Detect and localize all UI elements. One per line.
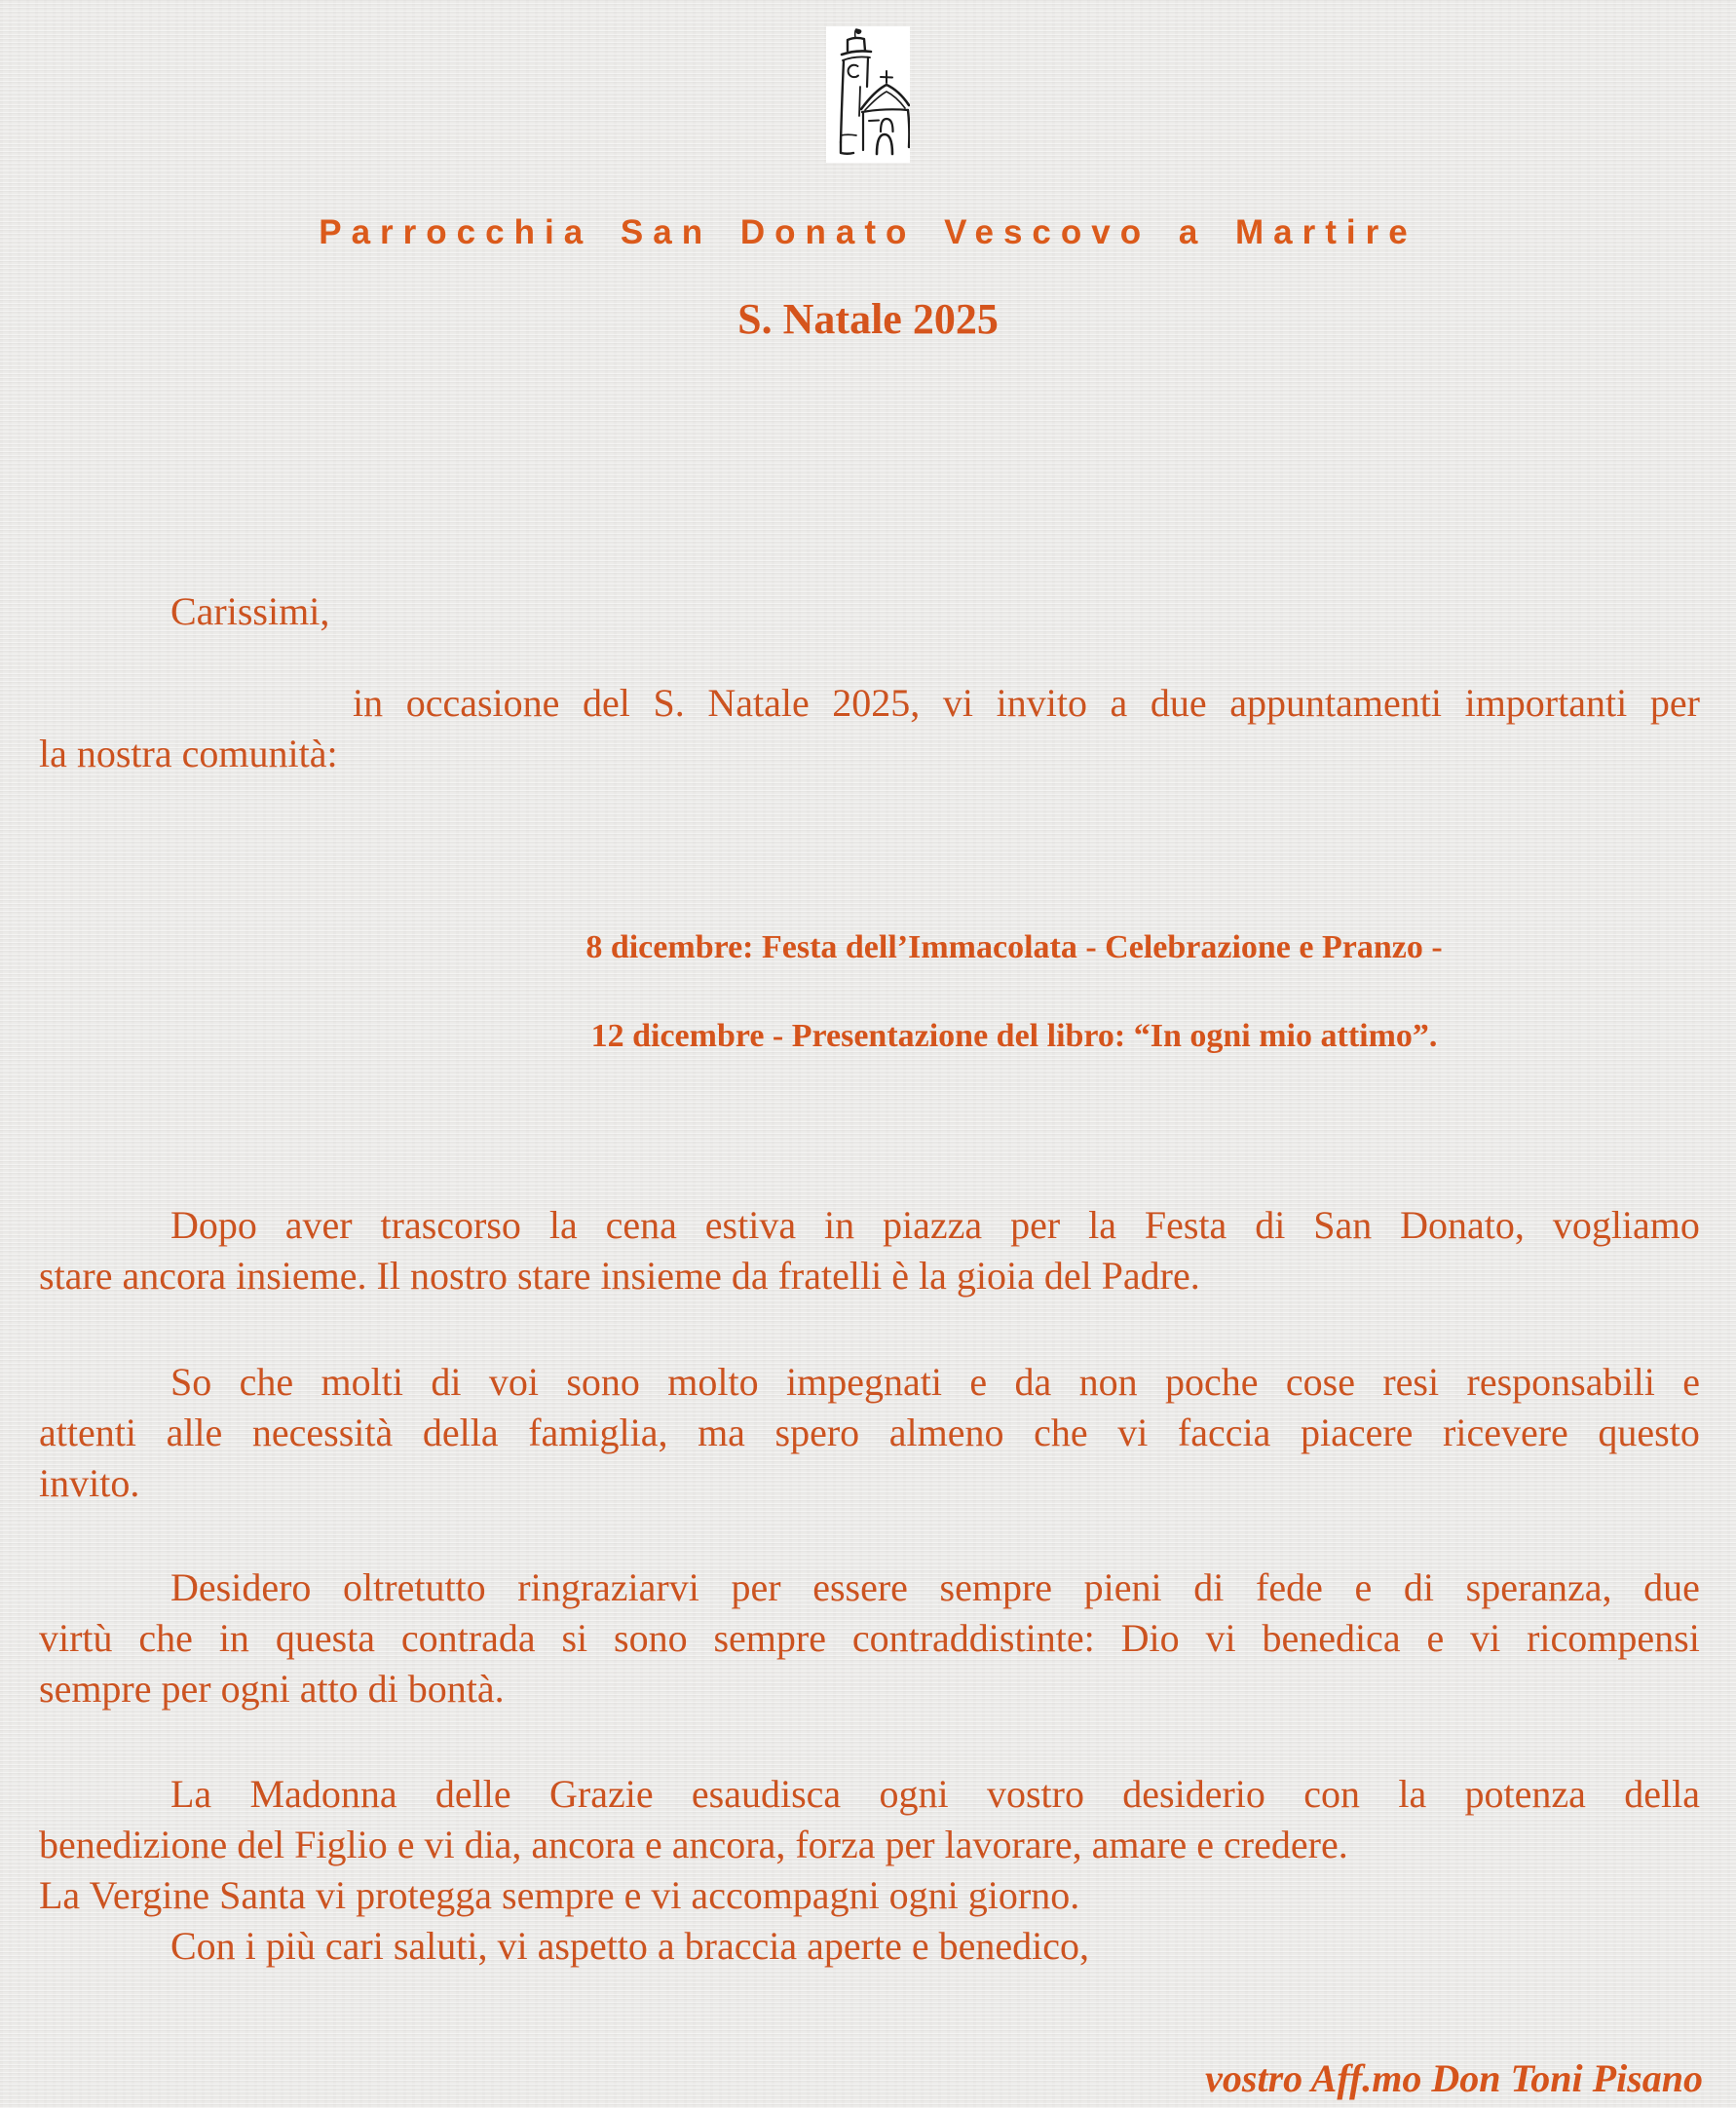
signature: vostro Aff.mo Don Toni Pisano — [1205, 2056, 1703, 2100]
text-line: virtù che in questa contrada si sono sempre contraddistinte: Dio vi benedica e vi ricompensi — [39, 1616, 1700, 1660]
text-line: attenti alle necessità della famiglia, ma spero almeno che vi faccia piacere ricevere questo — [39, 1411, 1700, 1454]
text-line: La Madonna delle Grazie esaudisca ogni vostro desiderio con la potenza della — [170, 1772, 1700, 1816]
letter-subject: S. Natale 2025 — [737, 295, 999, 343]
text-line: la nostra comunità: — [39, 732, 338, 775]
text-line: stare ancora insieme. Il nostro stare insieme da fratelli è la gioia del Padre. — [39, 1254, 1200, 1298]
text-line: sempre per ogni atto di bontà. — [39, 1667, 505, 1711]
event-immacolata: 8 dicembre: Festa dell’Immacolata - Celebrazione e Pranzo - — [585, 929, 1443, 965]
text-line: in occasione del S. Natale 2025, vi invito a due appuntamenti importanti per — [353, 681, 1700, 725]
paragraph-dopo-aver — [39, 1200, 1700, 1301]
events-block — [331, 922, 1697, 1062]
text-line: benedizione del Figlio e vi dia, ancora e ancora, forza per lavorare, amare e credere. — [39, 1823, 1348, 1866]
paragraph-intro — [39, 678, 1700, 779]
paragraph-madonna — [39, 1769, 1700, 1972]
church-logo — [826, 26, 910, 163]
salutation: Carissimi, — [170, 589, 330, 633]
text-line: Con i più cari saluti, vi aspetto a braccia aperte e benedico, — [170, 1924, 1089, 1968]
paragraph-so-che — [39, 1357, 1700, 1509]
text-line: Desidero oltretutto ringraziarvi per essere sempre pieni di fede e di speranza, due — [170, 1565, 1700, 1609]
text-line: So che molti di voi sono molto impegnati e da non poche cose resi responsabili e — [170, 1360, 1700, 1404]
text-line: La Vergine Santa vi protegga sempre e vi accompagni ogni giorno. — [39, 1873, 1080, 1917]
church-sketch-icon — [826, 26, 910, 163]
parish-title: Parrocchia San Donato Vescovo a Martire — [319, 213, 1417, 251]
paragraph-desidero — [39, 1562, 1700, 1714]
event-presentazione-libro: 12 dicembre - Presentazione del libro: “In ogni mio attimo”. — [590, 1018, 1438, 1054]
text-line: invito. — [39, 1461, 140, 1505]
text-line: Dopo aver trascorso la cena estiva in piazza per la Festa di San Donato, vogliamo — [170, 1203, 1700, 1247]
